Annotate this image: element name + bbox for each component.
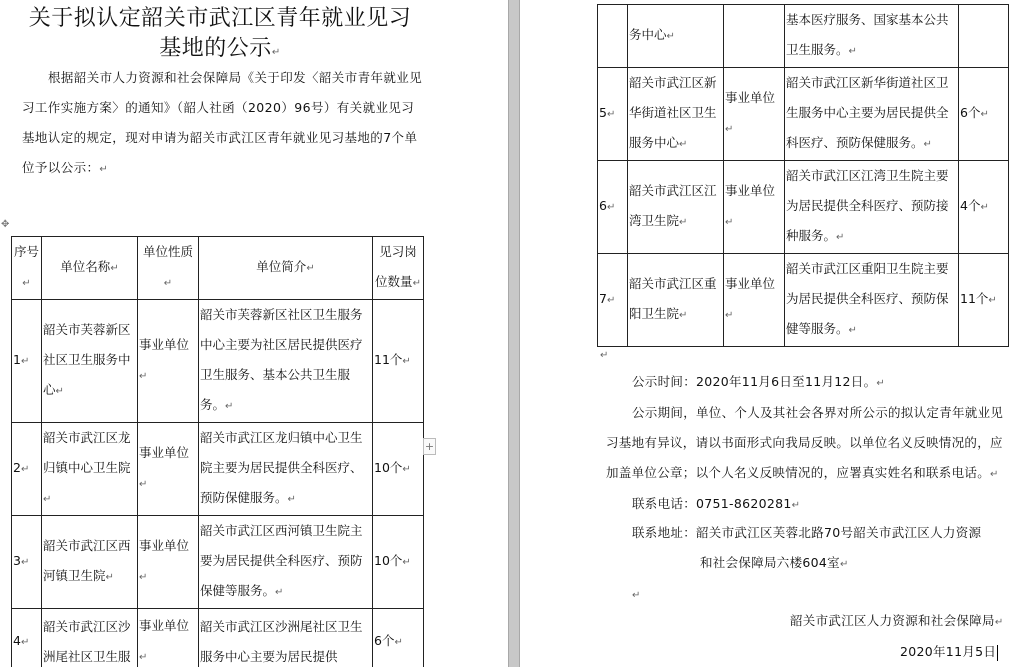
units-table-continued <box>597 4 1009 347</box>
header-desc: 单位简介↵ <box>199 237 373 300</box>
row-type: 事业单位↵ <box>724 254 785 347</box>
header-type: 单位性质↵ <box>138 237 199 300</box>
add-row-icon[interactable]: + <box>424 440 435 453</box>
row-no: 3↵ <box>12 516 42 609</box>
text-cursor <box>997 645 998 661</box>
row-type: 事业单位↵ <box>138 516 199 609</box>
row-desc: 韶关市武江区新华街道社区卫生服务中心主要为居民提供全科医疗、预防保健服务。↵ <box>785 68 959 161</box>
row-name: 韶关市武江区西河镇卫生院↵ <box>42 516 138 609</box>
row-type: 事业单位↵ <box>724 68 785 161</box>
row-count: 11个↵ <box>373 300 424 423</box>
empty-paragraph: ↵ <box>600 350 609 361</box>
row-name: 韶关市武江区新华街道社区卫生服务中心↵ <box>628 68 724 161</box>
row-no: 6↵ <box>598 161 628 254</box>
row-desc: 韶关市武江区西河镇卫生院主要为居民提供全科医疗、预防保健等服务。↵ <box>199 516 373 609</box>
table-row <box>12 300 424 423</box>
row-name: 韶关市武江区重阳卫生院↵ <box>628 254 724 347</box>
row-name: 韶关市武江区江湾卫生院↵ <box>628 161 724 254</box>
contact-phone: 联系电话：0751-8620281↵ <box>632 496 801 511</box>
header-name: 单位名称↵ <box>42 237 138 300</box>
row-type: 事业单位↵ <box>138 423 199 516</box>
row-no: 4↵ <box>12 609 42 667</box>
row-type: 事业单位↵ <box>138 609 199 667</box>
row-no: 1↵ <box>12 300 42 423</box>
notice-objection: 公示期间，单位、个人及其社会各界对所公示的拟认定青年就业见习基地有异议，请以书面形式向我局反映。以单位名义反映情况的，应加盖单位公章；以个人名义反映情况的，应署真实姓名和联系电话。↵ <box>606 405 1004 480</box>
row-desc: 韶关市武江区沙洲尾社区卫生服务中心主要为居民提供 <box>199 609 373 667</box>
page-gutter <box>508 0 520 667</box>
header-no: 序号↵ <box>12 237 42 300</box>
table-row-continued <box>598 5 1009 68</box>
table-row <box>12 516 424 609</box>
row-desc: 基本医疗服务、国家基本公共卫生服务。↵ <box>785 5 959 68</box>
intro-paragraph: 根据韶关市人力资源和社会保障局《关于印发〈韶关市青年就业见习工作实施方案〉的通知》（韶人社函（2020）96号）有关就业见习基地认定的规定，现对申请为韶关市武江区青年就业见习基地的7个单位予以公示：↵ <box>22 70 423 175</box>
row-count: 4个↵ <box>959 161 1009 254</box>
table-row <box>12 423 424 516</box>
row-type <box>724 5 785 68</box>
row-type: 事业单位↵ <box>724 161 785 254</box>
contact-address: 联系地址：韶关市武江区芙蓉北路70号韶关市武江区人力资源 和社会保障局六楼604室↵ <box>632 525 982 570</box>
row-no: 7↵ <box>598 254 628 347</box>
row-count: 10个↵ <box>373 516 424 609</box>
row-count <box>959 5 1009 68</box>
table-row <box>598 161 1009 254</box>
row-name: 韶关市武江区龙归镇中心卫生院↵ <box>42 423 138 516</box>
row-name: 韶关市武江区沙洲尾社区卫生服 <box>42 609 138 667</box>
table-move-handle-icon[interactable]: ✥ <box>1 219 10 230</box>
row-count: 10个↵ <box>373 423 424 516</box>
table-row <box>12 609 424 667</box>
table-row <box>598 68 1009 161</box>
units-table <box>11 236 424 667</box>
row-name: 韶关市芙蓉新区社区卫生服务中心↵ <box>42 300 138 423</box>
row-no: 2↵ <box>12 423 42 516</box>
row-desc: 韶关市武江区重阳卫生院主要为居民提供全科医疗、预防保健等服务。↵ <box>785 254 959 347</box>
table-header-row <box>12 237 424 300</box>
signature-issuer: 韶关市武江区人力资源和社会保障局↵ <box>790 613 1004 628</box>
row-no: 5↵ <box>598 68 628 161</box>
empty-paragraph: ↵ <box>632 590 641 601</box>
header-count: 见习岗位数量↵ <box>373 237 424 300</box>
notice-period: 公示时间：2020年11月6日至11月12日。↵ <box>632 374 886 389</box>
row-count: 6个↵ <box>959 68 1009 161</box>
row-desc: 韶关市武江区江湾卫生院主要为居民提供全科医疗、预防接种服务。↵ <box>785 161 959 254</box>
table-row <box>598 254 1009 347</box>
row-count: 11个↵ <box>959 254 1009 347</box>
row-desc: 韶关市芙蓉新区社区卫生服务中心主要为社区居民提供医疗卫生服务、基本公共卫生服务。↵ <box>199 300 373 423</box>
row-type: 事业单位↵ <box>138 300 199 423</box>
document-title: 关于拟认定韶关市武江区青年就业见习 基地的公示↵ <box>28 6 412 61</box>
signature-date[interactable]: 2020年11月5日 <box>900 644 997 659</box>
row-desc: 韶关市武江区龙归镇中心卫生院主要为居民提供全科医疗、预防保健服务。↵ <box>199 423 373 516</box>
row-no <box>598 5 628 68</box>
row-count: 6个↵ <box>373 609 424 667</box>
row-name: 务中心↵ <box>628 5 724 68</box>
